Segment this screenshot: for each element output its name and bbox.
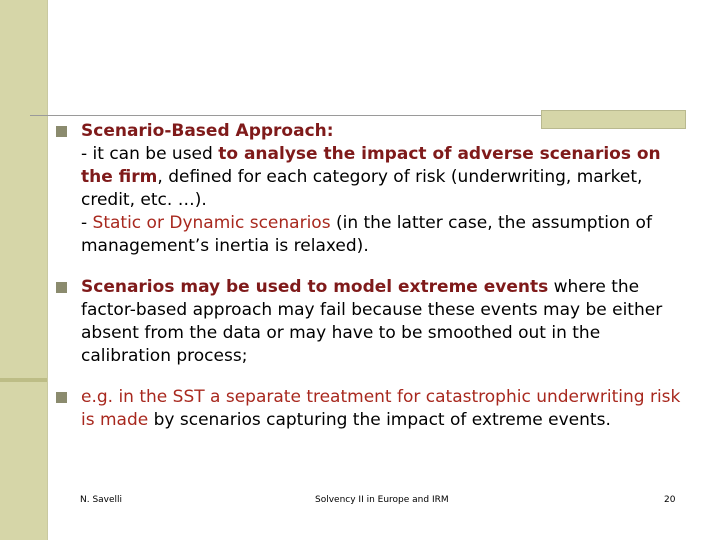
subline-1-emphasis: to analyse the impact of adverse scenarios on the firm (81, 144, 661, 187)
square-bullet-icon (56, 126, 67, 137)
bullet-text (81, 276, 695, 368)
left-band-border (47, 0, 48, 540)
slide-body (55, 120, 695, 432)
footer-author: N. Savelli (80, 495, 123, 505)
bullet-extreme-events (55, 276, 695, 368)
square-bullet-icon (56, 392, 67, 403)
footer-title: Solvency II in Europe and IRM (315, 495, 449, 505)
square-bullet-icon (56, 282, 67, 293)
subline-1-suffix: , defined for each category of risk (underwriting, market, credit, etc. …). (81, 167, 643, 210)
bullet-scenario-approach (55, 120, 695, 258)
bullet-text (81, 386, 695, 432)
heading-text: Scenario-Based Approach: (81, 121, 334, 141)
subline-2-emphasis: Static or Dynamic scenarios (92, 213, 331, 233)
subline-1-prefix: - it can be used (81, 144, 219, 164)
bullet-suffix: where the factor-based approach may fail because these events may be either absent from the data or may have to be smoothed out in the calibration process; (81, 277, 663, 366)
footer-page-number: 20 (664, 495, 676, 505)
left-band-divider (0, 378, 47, 382)
bullet-emphasis: e.g. in the SST a separate treatment for catastrophic underwriting risk is made (81, 387, 681, 430)
bullet-subline-2 (81, 212, 695, 258)
subline-2-prefix: - (81, 213, 93, 233)
bullet-suffix: by scenarios capturing the impact of extreme events. (148, 410, 611, 430)
bullet-sst-example (55, 386, 695, 432)
bullet-subline-1 (81, 143, 695, 212)
subline-2-suffix: (in the latter case, the assumption of management’s inertia is relaxed). (81, 213, 652, 256)
left-decorative-band (0, 0, 47, 540)
bullet-heading (81, 120, 695, 143)
bullet-emphasis: Scenarios may be used to model extreme events (81, 277, 549, 297)
